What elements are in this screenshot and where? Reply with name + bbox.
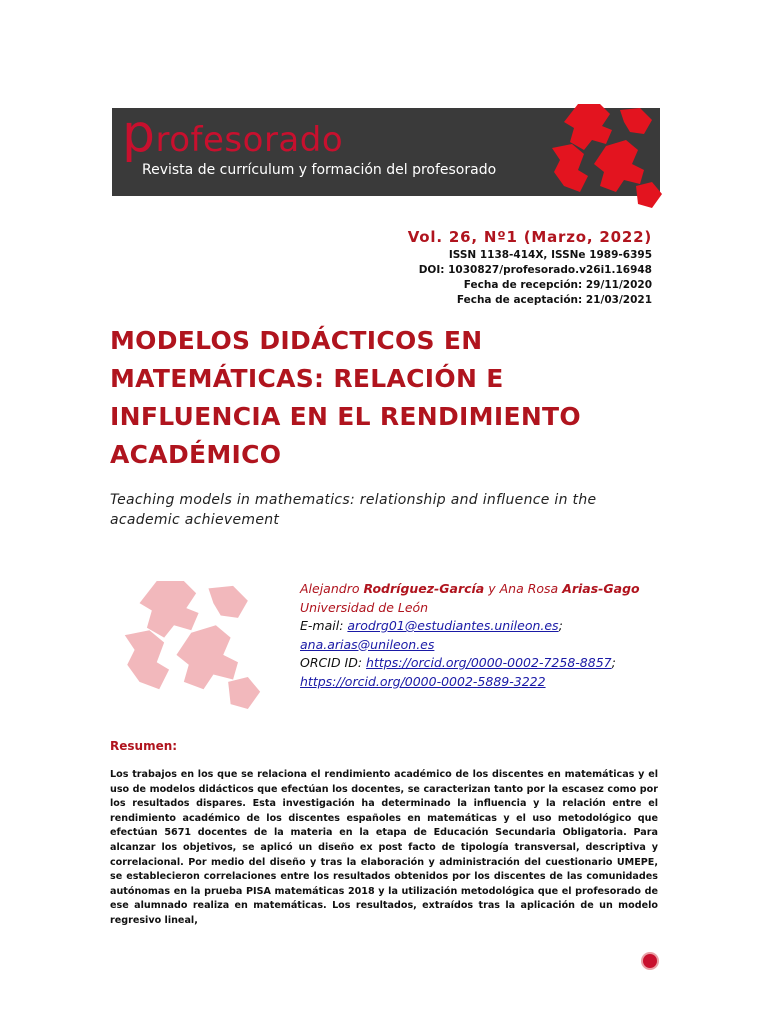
volume-info: Vol. 26, Nº1 (Marzo, 2022) [407, 228, 652, 246]
journal-name-rest: rofesorado [155, 120, 344, 160]
issn: ISSN 1138-414X, ISSNe 1989-6395 [448, 249, 652, 261]
author2-last-name: Arias-Gago [562, 581, 640, 596]
author-conjunction: y [484, 581, 500, 596]
doi: DOI: 1030827/profesorado.v26i1.16948 [418, 264, 652, 276]
abstract-text: Los trabajos en los que se relaciona el rendimiento académico de los discentes en matemáticas y el uso de modelos didácticos que efectúan los docentes, se caracterizan tanto por la escasez como por los resultados dispares. Esta investigación ha determinado la influencia y la relación entre el rendimiento académico de los discentes españoles en matemáticas y el uso metodológico que efectúan 5671 docentes de la materia en la etapa de Educación Secundaria Obligatoria. Para alcanzar los objetivos, se aplicó un diseño ex post facto de tipología transversal, descriptiva y correlacional. Por medio del diseño y tras la elaboración y administración del cuestionario UMEPE, se establecieron correlaciones entre los resultados obtenidos por los discentes de las comunidades autónomas en la prueba PISA matemáticas 2018 y la utilización metodológica que el profesorado de ese alumnado realiza en matemáticas. Los resultados, extraídos tras la aplicación de un modelo regresivo lineal, [110, 769, 658, 926]
open-access-icon[interactable] [643, 954, 657, 968]
author-block [300, 580, 680, 691]
issue-metadata [292, 228, 652, 308]
author1-first-name: Alejandro [300, 581, 364, 596]
watermark-logo-icon [110, 570, 270, 720]
journal-name [122, 104, 344, 164]
journal-logo-icon [540, 100, 670, 212]
journal-name-initial: p [122, 104, 156, 164]
orcid-line: ORCID ID: https://orcid.org/0000-0002-7258-8857; [300, 655, 616, 670]
journal-subtitle: Revista de currículum y formación del profesorado [142, 162, 497, 178]
affiliation: Universidad de León [300, 599, 429, 615]
email-line: E-mail: arodrg01@estudiantes.unileon.es; [300, 618, 563, 633]
orcid-link-1[interactable]: https://orcid.org/0000-0002-7258-8857 [366, 655, 612, 670]
email-link-1[interactable]: arodrg01@estudiantes.unileon.es [347, 618, 559, 633]
orcid-link-2[interactable]: https://orcid.org/0000-0002-5889-3222 [300, 673, 546, 689]
received-date: Fecha de recepción: 29/11/2020 [463, 279, 652, 291]
email-line-2 [300, 636, 680, 655]
email-link-2[interactable]: ana.arias@unileon.es [300, 636, 435, 652]
article-title-english: Teaching models in mathematics: relationship and influence in the academic achievement [110, 492, 597, 528]
accepted-date: Fecha de aceptación: 21/03/2021 [456, 294, 652, 306]
author-names [300, 580, 680, 599]
email-label: E-mail: [300, 618, 348, 633]
article-title: MODELOS DIDÁCTICOS EN MATEMÁTICAS: RELACIÓN E INFLUENCIA EN EL RENDIMIENTO ACADÉMICO [110, 326, 581, 469]
author1-last-name: Rodríguez-García [363, 581, 485, 596]
abstract-heading: Resumen: [110, 739, 178, 753]
orcid-label: ORCID ID: [300, 655, 367, 670]
orcid-line-2 [300, 673, 680, 692]
author2-first-name: Ana Rosa [499, 581, 563, 596]
